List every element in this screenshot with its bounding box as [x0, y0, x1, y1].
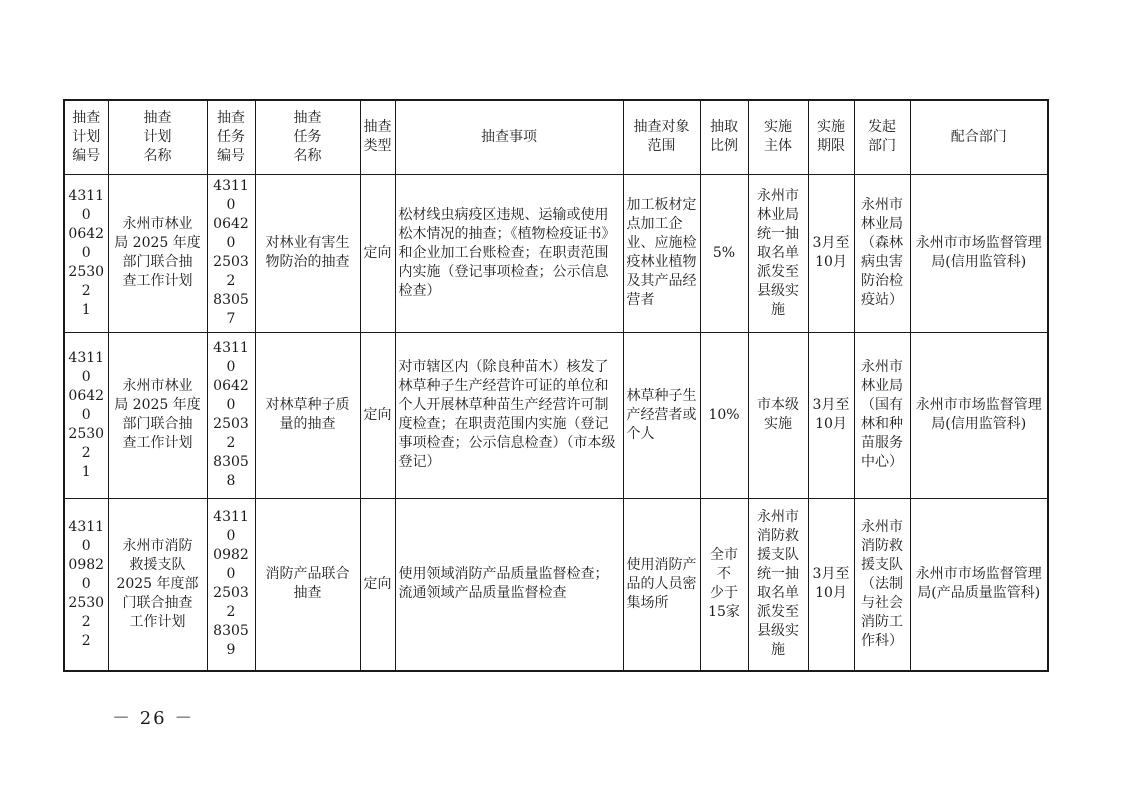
task-number: 43110 06420 25032 83057	[207, 174, 255, 332]
initiating-dept: 永州市林业局（森林病虫害防治检疫站）	[854, 174, 910, 332]
inspection-plan-table	[63, 99, 1049, 672]
inspection-items: 松材线虫病疫区违规、运输或使用松木情况的抽查；《植物检疫证书》和企业加工台账检查；在职责范围内实施（登记事项检查；公示信息检查）	[395, 174, 623, 332]
cooperating-dept: 永州市市场监督管理局(信用监管科)	[910, 332, 1048, 498]
implementing-body: 永州市林业局统一抽取名单派发至县级实施	[748, 174, 808, 332]
target-scope: 林草种子生产经营者或个人	[623, 332, 700, 498]
header-deadline: 实施 期限	[808, 100, 854, 174]
sampling-ratio: 全市不 少于 15家	[700, 498, 748, 671]
task-number: 43110 06420 25032 83058	[207, 332, 255, 498]
header-row	[64, 100, 1048, 174]
task-name: 对林草种子质 量的抽查	[255, 332, 360, 498]
header-task-number: 抽查 任务 编号	[207, 100, 255, 174]
header-initiating-dept: 发起 部门	[854, 100, 910, 174]
plan-name: 永州市林业 局 2025 年度 部门联合抽 查工作计划	[108, 174, 207, 332]
header-plan-name: 抽查 计划 名称	[108, 100, 207, 174]
inspection-items: 使用领域消防产品质量监督检查；流通领域产品质量监督检查	[395, 498, 623, 671]
plan-number: 43110 06420 25302 1	[64, 332, 108, 498]
implementing-body: 市本级 实施	[748, 332, 808, 498]
sampling-ratio: 10%	[700, 332, 748, 498]
deadline: 3月至 10月	[808, 332, 854, 498]
implementing-body: 永州市消防救援支队统一抽取名单派发至县级实施	[748, 498, 808, 671]
sampling-ratio: 5%	[700, 174, 748, 332]
header-plan-number: 抽查 计划 编号	[64, 100, 108, 174]
page-number: － 26 －	[112, 708, 195, 729]
initiating-dept: 永州市林业局（国有林和种苗服务中心）	[854, 332, 910, 498]
header-inspection-items: 抽查事项	[395, 100, 623, 174]
initiating-dept: 永州市消防救援支队（法制与社会消防工作科）	[854, 498, 910, 671]
header-sampling-ratio: 抽取 比例	[700, 100, 748, 174]
header-implementing-body: 实施 主体	[748, 100, 808, 174]
deadline: 3月至 10月	[808, 498, 854, 671]
deadline: 3月至 10月	[808, 174, 854, 332]
cooperating-dept: 永州市市场监督管理局(信用监管科)	[910, 174, 1048, 332]
inspection-items: 对市辖区内（除良种苗木）核发了林草种子生产经营许可证的单位和个人开展林草种苗生产经营许可制度检查；在职责范围内实施（登记事项检查；公示信息检查）（市本级登记）	[395, 332, 623, 498]
task-name: 对林业有害生 物防治的抽查	[255, 174, 360, 332]
plan-number: 43110 09820 25302 2	[64, 498, 108, 671]
header-inspection-type: 抽查 类型	[360, 100, 395, 174]
table-row	[64, 332, 1048, 498]
plan-name: 永州市林业 局 2025 年度 部门联合抽 查工作计划	[108, 332, 207, 498]
target-scope: 加工板材定点加工企业、应施检疫林业植物及其产品经营者	[623, 174, 700, 332]
task-number: 43110 09820 25032 83059	[207, 498, 255, 671]
header-cooperating-dept: 配合部门	[910, 100, 1048, 174]
task-name: 消防产品联合 抽查	[255, 498, 360, 671]
table-row	[64, 498, 1048, 671]
cooperating-dept: 永州市市场监督管理局(产品质量监管科)	[910, 498, 1048, 671]
target-scope: 使用消防产品的人员密集场所	[623, 498, 700, 671]
header-task-name: 抽查 任务 名称	[255, 100, 360, 174]
inspection-type: 定向	[360, 498, 395, 671]
table-row	[64, 174, 1048, 332]
inspection-type: 定向	[360, 332, 395, 498]
header-target-scope: 抽查对象 范围	[623, 100, 700, 174]
plan-number: 43110 06420 25302 1	[64, 174, 108, 332]
inspection-type: 定向	[360, 174, 395, 332]
plan-name: 永州市消防 救援支队 2025 年度部 门联合抽查 工作计划	[108, 498, 207, 671]
